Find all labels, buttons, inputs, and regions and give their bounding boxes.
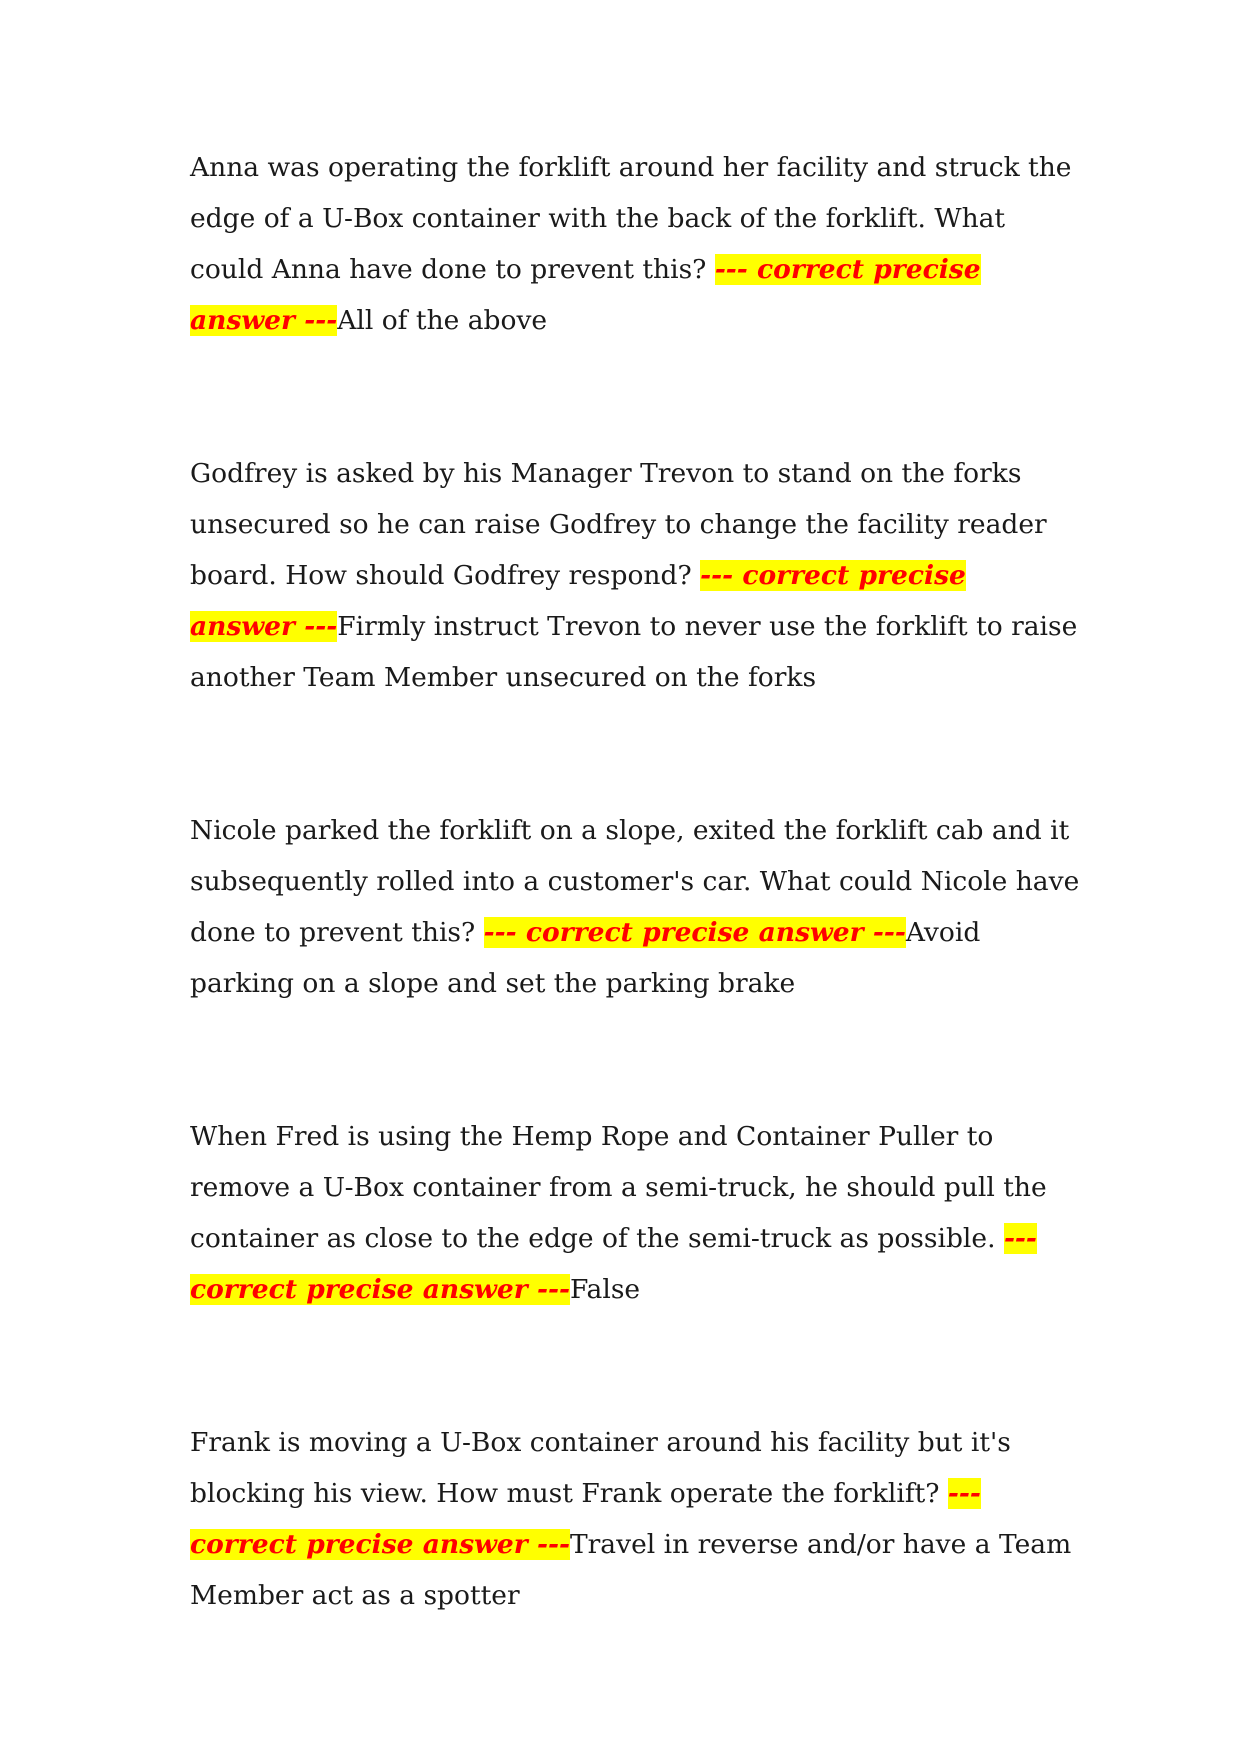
answer-text: False [569,1274,641,1305]
answer-text: Avoid parking on a slope and set the parking brake [190,917,981,999]
question-text: When Fred is using the Hemp Rope and Container Puller to remove a U-Box container from a semi-truck, he should pull the container as close to the edge of the semi-truck as possible. [190,1121,1047,1254]
answer-marker: --- correct precise answer --- [483,917,906,948]
qa-item-anna [190,142,1080,346]
question-text: Godfrey is asked by his Manager Trevon to stand on the forks unsecured so he can raise Godfrey to change the facility reader board. How should Godfrey respond? [190,458,1047,591]
answer-text: Travel in reverse and/or have a Team Member act as a spotter [190,1529,1072,1611]
qa-item-nicole [190,805,1080,1009]
question-text: Anna was operating the forklift around her facility and struck the edge of a U-Box container with the back of the forklift. What could Anna have done to prevent this? [190,152,1072,285]
document-content [190,142,1080,1723]
answer-marker: --- correct precise answer --- [190,1478,981,1560]
answer-marker: --- correct precise answer --- [190,560,966,642]
answer-text: All of the above [337,305,548,336]
question-text: Nicole parked the forklift on a slope, exited the forklift cab and it subsequently rolled into a customer's car. What could Nicole have done to prevent this? [190,815,1080,948]
answer-marker: --- correct precise answer --- [190,1223,1037,1305]
qa-item-frank [190,1417,1080,1621]
qa-item-godfrey [190,448,1080,703]
question-text: Frank is moving a U-Box container around his facility but it's blocking his view. How must Frank operate the forklift? [190,1427,1011,1509]
answer-text: Firmly instruct Trevon to never use the forklift to raise another Team Member unsecured on the forks [190,611,1078,693]
qa-item-fred [190,1111,1080,1315]
answer-marker: --- correct precise answer --- [190,254,981,336]
